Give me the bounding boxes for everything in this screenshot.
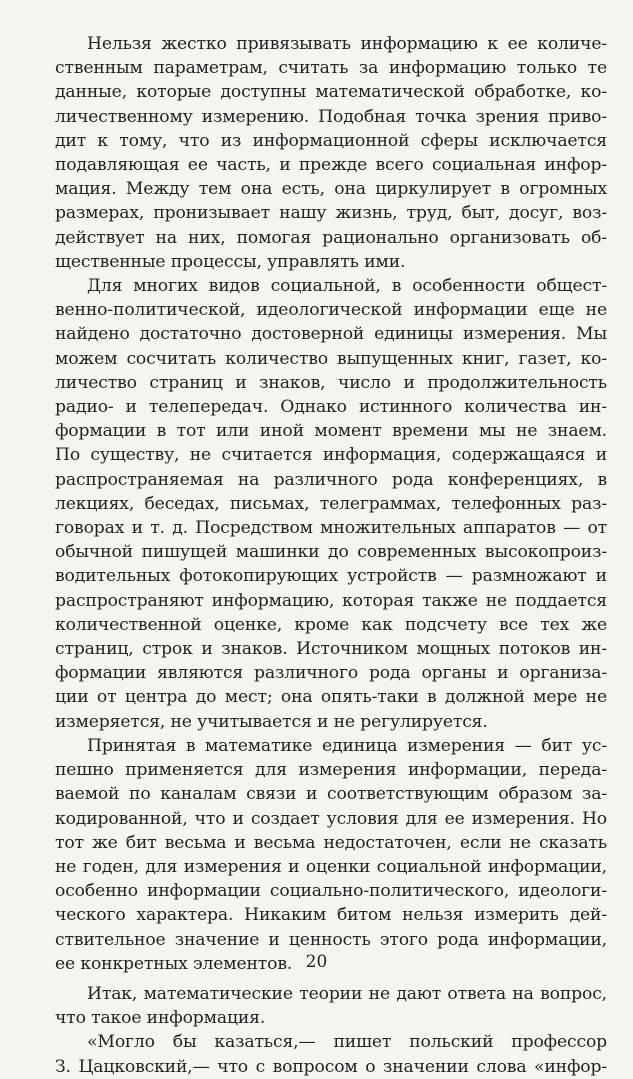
text-line: мация. Между тем она есть, она циркулирует в огромных [55,179,607,200]
text-line: По существу, не считается информация, содержащаяся и [55,445,607,466]
text-line: формации в тот или иной момент времени мы не знаем. [55,421,607,442]
text-line: ческого характера. Никаким битом нельзя измерить дей- [55,905,607,926]
text-line: личество страниц и знаков, число и продолжительность [55,372,607,393]
text-line: действует на них, помогая рационально организовать об- [55,227,607,248]
text-line: водительных фотокопирующих устройств — размножают и [55,566,607,587]
text-line: подавляющая ее часть, и прежде всего социальная инфор- [55,155,607,176]
paragraph [55,982,607,1030]
text-line: что такое информация. [55,1008,266,1029]
text-line: распространяют информацию, которая также не поддается [55,590,607,611]
paragraph [55,32,607,274]
text-line: Итак, математические теории не дают ответа на вопрос, [87,983,607,1004]
text-line: найдено достаточно достоверной единицы измерения. Мы [55,324,607,345]
text-line: Нельзя жестко привязывать информацию к ее количе- [87,34,607,54]
text-line: щественные процессы, управлять ими. [55,251,406,272]
text-line: не годен, для измерения и оценки социальной информации, [55,856,607,877]
text-body [55,32,607,1079]
text-line: «Могло бы казаться,— пишет польский профессор [87,1032,607,1053]
text-line: обычной пишущей машинки до современных высокопроиз- [55,542,607,563]
text-line: кодированной, что и создает условия для ее измерения. Но [55,808,607,829]
text-line: особенно информации социально-политического, идеологи- [55,881,607,902]
text-line: ваемой по каналам связи и соответствующим образом за- [55,784,607,805]
paragraph [55,1030,607,1078]
text-line: данные, которые доступны математической обработке, ко- [55,82,607,103]
text-line: дит к тому, что из информационной сферы исключается [55,130,607,151]
text-line: распространяемая на различного рода конференциях, в [55,469,607,490]
text-line: Для многих видов социальной, в особенности общест- [87,276,607,297]
paragraph [55,274,607,734]
text-line: измеряется, не учитывается и не регулируется. [55,711,488,732]
text-line: формации являются различного рода органы и организа- [55,663,607,684]
text-line: Принятая в математике единица измерения — бит ус- [87,735,607,756]
paragraph [55,734,607,976]
text-line: З. Цацковский,— что с вопросом о значении слова «инфор- [55,1056,607,1077]
text-line: тот же бит весьма и весьма недостаточен, если не сказать [55,832,607,853]
text-line: ствительное значение и ценность этого рода информации, [55,929,607,950]
text-line: лекциях, беседах, письмах, телеграммах, телефонных раз- [55,493,607,514]
text-line: количественной оценке, кроме как подсчету все тех же [55,614,607,635]
text-line: венно-политической, идеологической информации еще не [55,300,607,321]
text-line: ее конкретных элементов. [55,953,293,974]
text-line: страниц, строк и знаков. Источником мощных потоков ин- [55,639,607,660]
text-line: ции от центра до мест; она опять-таки в должной мере не [55,687,607,708]
text-line: радио- и телепередач. Однако истинного количества ин- [55,397,607,418]
text-line: пешно применяется для измерения информации, переда- [55,760,607,781]
text-line: ственным параметрам, считать за информацию только те [55,58,607,79]
text-line: можем сосчитать количество выпущенных книг, газет, ко- [55,348,607,369]
text-line: личественному измерению. Подобная точка зрения приво- [55,106,607,127]
text-line: говорах и т. д. Посредством множительных аппаратов — от [55,518,607,539]
page-number: 20 [305,952,328,972]
text-line: размерах, пронизывает нашу жизнь, труд, быт, досуг, воз- [55,203,607,224]
